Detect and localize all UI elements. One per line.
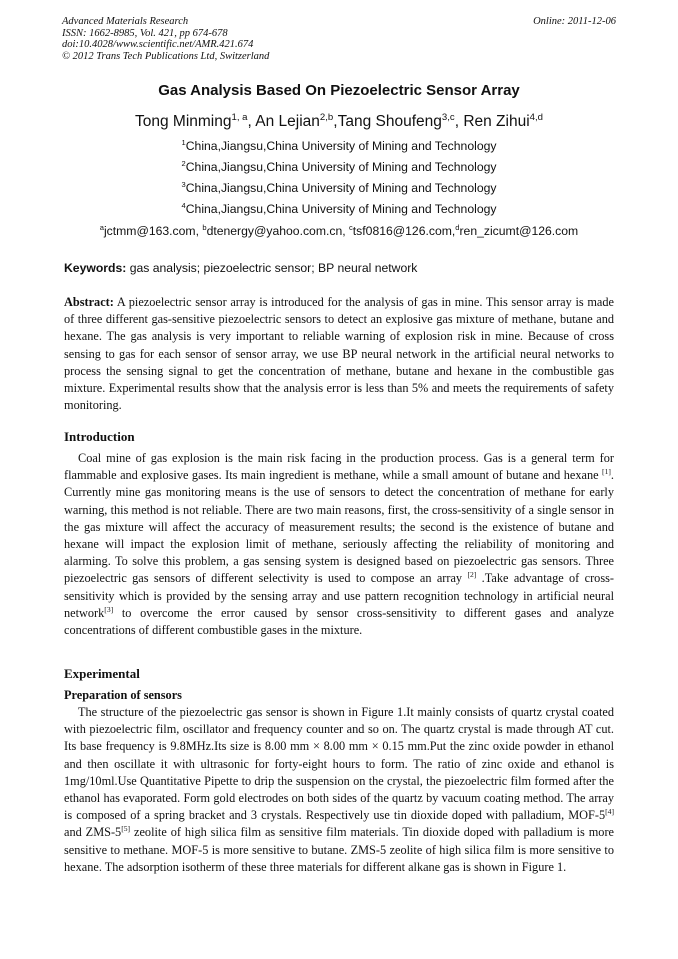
journal-header: [62, 16, 616, 62]
copyright-line: © 2012 Trans Tech Publications Ltd, Switzerland: [62, 50, 270, 62]
author-list: [0, 113, 678, 131]
paper-title: Gas Analysis Based On Piezoelectric Sensor Array: [158, 82, 520, 99]
author-name: Tang Shoufeng: [337, 113, 442, 130]
affiliation-mark: 3: [181, 179, 186, 189]
experimental-text: and ZMS-5: [64, 825, 122, 840]
email-list: [0, 224, 678, 238]
affiliation-text: China,Jiangsu,China University of Mining and Technology: [185, 160, 497, 174]
keywords-text: gas analysis; piezoelectric sensor; BP neural network: [126, 261, 418, 275]
experimental-paragraph: [64, 704, 614, 876]
abstract-text: A piezoelectric sensor array is introduced for the analysis of gas in mine. This sensor array is made of three different gas-sensitive piezoelectric sensors to detect an explosive gas mixture of methane, butane and hexane. The gas analysis is very important to reliable warning of explosion risk in mine. Because of cross sensing to gas for each sensor of sensor array, we use BP neural network in the artificial neural networks to process the sensing signal to get the concentration of methane, butane and hexane in the combustible gas mixture. Experimental results show that the analysis error is less than 5% and meets the requirements of safety monitoring.: [64, 295, 614, 413]
affiliation-text: China,Jiangsu,China University of Mining and Technology: [185, 202, 497, 216]
section-heading-experimental: Experimental: [64, 666, 140, 681]
section-heading-introduction: Introduction: [64, 429, 135, 444]
author-name: Tong Minming: [135, 113, 232, 130]
author-affil-mark: 3,c: [441, 111, 455, 123]
affiliation-mark: 2: [181, 158, 186, 168]
author-affil-mark: 4,d: [529, 111, 543, 123]
citation: [5]: [121, 824, 131, 834]
introduction-paragraph: [64, 450, 614, 639]
email-mark: c: [349, 222, 353, 232]
author-separator: ,: [333, 113, 338, 130]
author-name: Ren Zihui: [463, 113, 530, 130]
email-mark: d: [455, 222, 460, 232]
author-affil-mark: 2,b: [319, 111, 334, 123]
subsection-heading: Preparation of sensors: [64, 688, 182, 702]
intro-text: . Currently mine gas monitoring means is the use of sensors to detect the concentration of methane for early warning, this method is not reliable. There are two main reasons, first, the cross-sensitivity of a single sensor in the gas mixture will affect the accuracy of measurement results; the second is the existence of butane and hexane will impact the explosion limit of methane, seriously affecting the reliability of monitoring and alarming. To solve this problem, a gas sensing system is designed based on piezoelectric gas sensors. Three piezoelectric gas sensors of different selectivity is used to compose an array: [64, 468, 614, 586]
author-separator: ,: [454, 113, 464, 130]
citation: [2]: [467, 570, 477, 580]
intro-text: .Take advantage of cross-sensitivity which is provided by the sensing array and use pattern recognition technology in artificial neural network: [64, 571, 614, 620]
intro-text: Coal mine of gas explosion is the main risk facing in the production process. Gas is a general term for flammable and explosive gases. Its main ingredient is methane, while a small amount of butane and hexane: [64, 451, 614, 483]
affiliation-text: China,Jiangsu,China University of Mining and Technology: [185, 139, 497, 153]
affiliation-line: [0, 160, 678, 174]
journal-name: Advanced Materials Research: [62, 16, 189, 27]
abstract: [64, 294, 614, 414]
keywords: [64, 261, 614, 275]
doi-line: doi:10.4028/www.scientific.net/AMR.421.674: [62, 39, 254, 51]
author-name: An Lejian: [255, 113, 320, 130]
email-mark: b: [202, 222, 207, 232]
keywords-label: Keywords:: [64, 261, 127, 275]
affiliation-line: [0, 202, 678, 216]
intro-text: to overcome the error caused by sensor cross-sensitivity to different gases and analyze concentrations of different combustible gases in the mixture.: [64, 605, 614, 638]
online-date: Online: 2011-12-06: [533, 16, 616, 27]
author-separator: ,: [247, 113, 256, 130]
affiliation-mark: 1: [181, 137, 186, 147]
experimental-text: The structure of the piezoelectric gas sensor is shown in Figure 1.It mainly consists of quartz crystal coated with piezoelectric film, oscillator and frequency counter and so on. The quartz crystal is made through AT cut. Its base frequency is 9.8MHz.Its size is 8.00 mm × 8.00 mm × 0.15 mm.Put the zinc oxide powder in ethanol and then oscillate it with ultrasonic for forty-eight hours to form. The ratio of zinc oxide and ethanol is 1mg/10ml.Use Quantitative Pipette to drip the suspension on the crystal, the piezoelectric film formed after the ethanol has evaporated. Form gold electrodes on both sides of the quartz by vacuum coating method. The array is composed of a spring bracket and 3 crystals. Respectively use tin dioxide doped with palladium, MOF-5: [64, 705, 614, 823]
email-address: jctmm@163.com,: [103, 224, 203, 238]
affiliation-text: China,Jiangsu,China University of Mining and Technology: [185, 181, 497, 195]
experimental-text: zeolite of high silica film as sensitive film materials. Tin dioxide doped with palladium is more sensitive to methane. MOF-5 is more sensitive to butane. ZMS-5 zeolite of high silica film is more sensitive to hexane. The adsorption isotherm of these three materials for different alkane gas is shown in Figure 1.: [64, 825, 614, 874]
affiliation-line: [0, 139, 678, 153]
email-address: dtenergy@yahoo.com.cn,: [206, 224, 350, 238]
affiliation-line: [0, 181, 678, 195]
email-mark: a: [99, 222, 104, 232]
email-address: tsf0816@126.com,: [352, 224, 456, 238]
citation: [3]: [104, 604, 114, 614]
citation: [1]: [602, 467, 611, 477]
citation: [4]: [605, 807, 614, 817]
affiliation-mark: 4: [181, 200, 186, 210]
issn-line: ISSN: 1662-8985, Vol. 421, pp 674-678: [62, 27, 228, 39]
email-address: ren_zicumt@126.com: [459, 224, 579, 238]
author-affil-mark: 1, a: [231, 111, 248, 123]
abstract-label: Abstract:: [64, 295, 114, 309]
